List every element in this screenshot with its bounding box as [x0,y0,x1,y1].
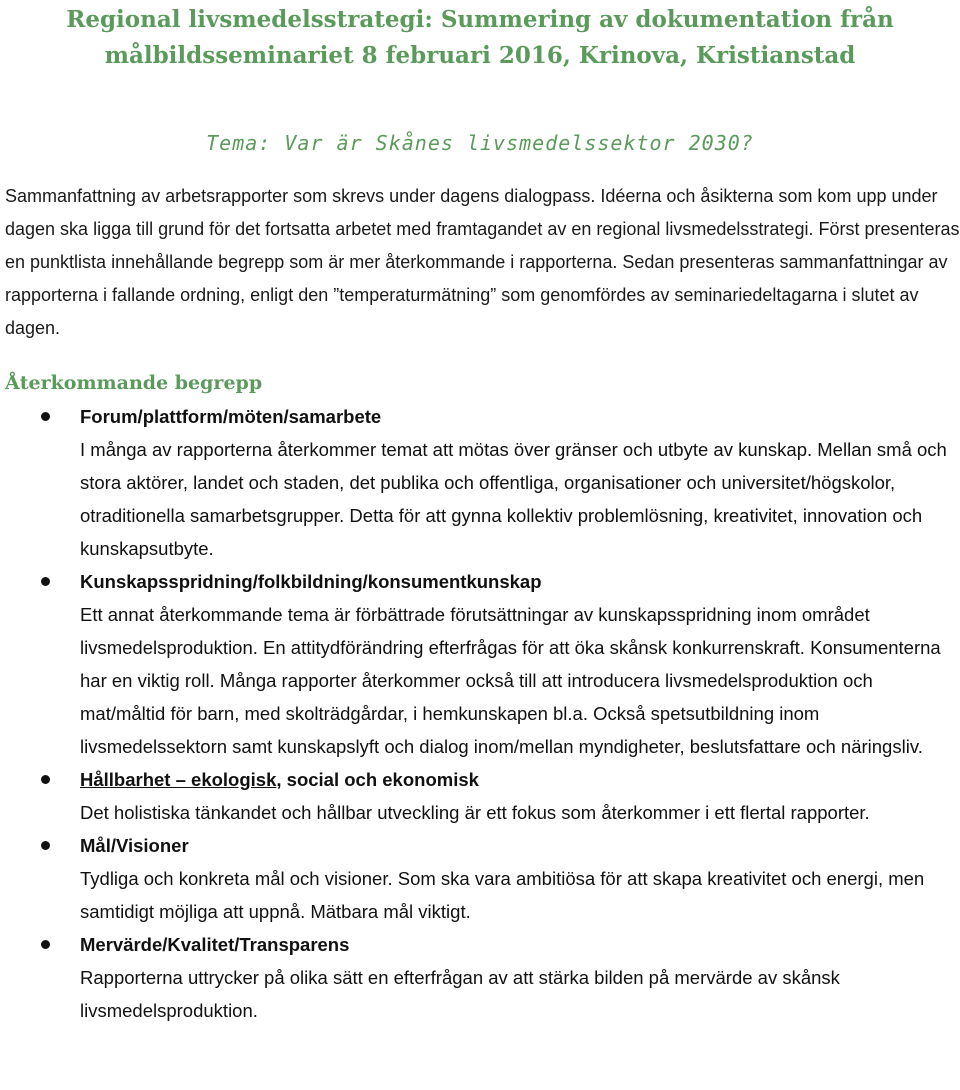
bullet-icon [41,577,50,586]
item-title [80,763,960,796]
list-item [0,400,960,565]
list-item [0,763,960,829]
intro-paragraph: Sammanfattning av arbetsrapporter som skrevs under dagens dialogpass. Idéerna och åsikterna som kom upp under dagen ska ligga till grund för det fortsatta arbetet med framtagandet av en regional livsmedelsstrategi. Först presenteras en punktlista innehållande begrepp som är mer återkommande i rapporterna. Sedan presenteras sammanfattningar av rapporterna i fallande ordning, enligt den ”temperaturmätning” som genomfördes av seminariedeltagarna i slutet av dagen. [5,186,960,338]
document-title [0,2,960,74]
item-body: Ett annat återkommande tema är förbättrade förutsättningar av kunskapsspridning inom området livsmedelsproduktion. En attitydförändring efterfrågas för att öka skånsk konkurrenskraft. Konsumenterna har en viktig roll. Många rapporter återkommer också till att introducera livsmedelsproduktion och mat/måltid för barn, med skolträdgårdar, i hemkunskapen bl.a. Också spetsutbildning inom livsmedelssektorn samt kunskapslyft och dialog inom/mellan myndigheter, beslutsfattare och näringsliv. [80,604,941,757]
bullet-icon [41,841,50,850]
item-body: Det holistiska tänkandet och hållbar utveckling är ett fokus som återkommer i ett flertal rapporter. [80,802,870,823]
item-body: Rapporterna uttrycker på olika sätt en efterfrågan av att stärka bilden på mervärde av skånsk livsmedelsproduktion. [80,967,840,1021]
document-subtitle: Tema: Var är Skånes livsmedelssektor 2030? [206,131,754,155]
list-item [0,565,960,763]
item-title: Forum/plattform/möten/samarbete [80,406,382,427]
title-line-2: målbildsseminariet 8 februari 2016, Krinova, Kristianstad [104,42,856,69]
list-item [0,928,960,1027]
bullet-icon [41,940,50,949]
title-line-1: Regional livsmedelsstrategi: Summering av dokumentation från [66,6,894,33]
item-title: Mål/Visioner [80,835,189,856]
bullet-icon [41,412,50,421]
item-title-rest: , social och ekonomisk [276,769,479,790]
concept-list [0,400,960,1027]
item-title-underlined: Hållbarhet – ekologisk [80,769,277,790]
item-body: I många av rapporterna återkommer temat att mötas över gränser och utbyte av kunskap. Mellan små och stora aktörer, landet och staden, det publika och offentliga, organisationer och universitet/högskolor, otraditionella samarbetsgrupper. Detta för att gynna kollektiv problemlösning, kreativitet, innovation och kunskapsutbyte. [80,439,947,559]
item-title: Mervärde/Kvalitet/Transparens [80,934,350,955]
bullet-icon [41,775,50,784]
item-title: Kunskapsspridning/folkbildning/konsumentkunskap [80,571,542,592]
list-item [0,829,960,928]
section-heading: Återkommande begrepp [5,372,263,394]
item-body: Tydliga och konkreta mål och visioner. Som ska vara ambitiösa för att skapa kreativitet och energi, men samtidigt möjliga att uppnå. Mätbara mål viktigt. [80,868,925,922]
